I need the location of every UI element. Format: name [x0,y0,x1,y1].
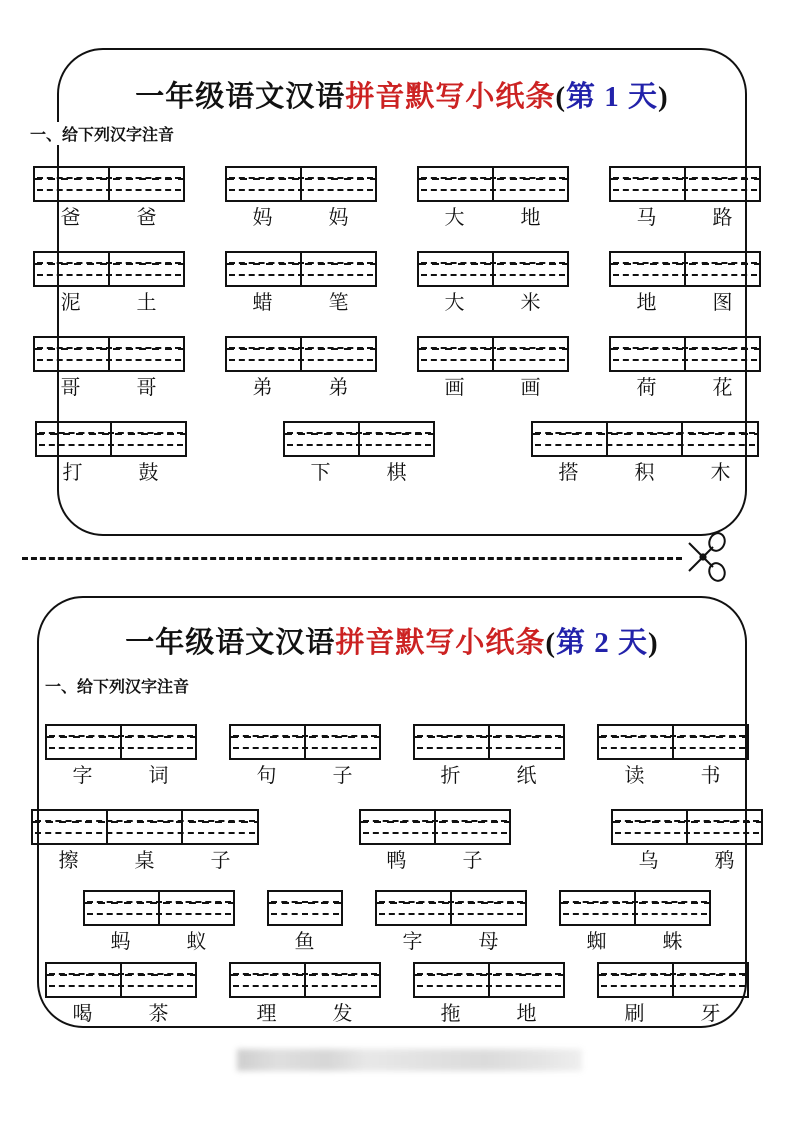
pinyin-cell[interactable] [674,964,747,996]
pinyin-writing-box[interactable] [359,809,511,845]
pinyin-cell[interactable] [608,423,683,455]
word-group [45,962,197,1027]
pinyin-cell[interactable] [419,253,494,285]
pinyin-cell[interactable] [494,253,567,285]
title-paren-open: ( [555,81,566,113]
character-row [413,763,565,789]
hanzi-character: 地 [516,1003,537,1025]
hanzi-character: 荷 [636,377,657,399]
pinyin-cell[interactable] [47,964,122,996]
word-group [33,251,185,316]
hanzi-character: 爸 [136,207,157,229]
exercise-row [0,724,793,789]
hanzi-character: 哥 [60,377,81,399]
character-row [609,375,761,401]
word-group [417,166,569,231]
pinyin-cell[interactable] [494,338,567,370]
pinyin-cell[interactable] [47,726,122,758]
word-group [531,421,759,486]
pinyin-cell[interactable] [599,964,674,996]
word-group [375,890,527,955]
pinyin-cell[interactable] [436,811,509,843]
scissors-icon [684,531,730,583]
pinyin-cell[interactable] [494,168,567,200]
section-heading-day1: 一、给下列汉字注音 [30,122,174,145]
hanzi-character: 木 [710,462,731,484]
hanzi-character: 发 [332,1003,353,1025]
word-group [33,166,185,231]
character-row [417,205,569,231]
exercise-row [0,809,793,874]
hanzi-character: 地 [520,207,541,229]
pinyin-cell[interactable] [377,892,452,924]
pinyin-cell[interactable] [490,964,563,996]
character-row [559,929,711,955]
word-group [559,890,711,955]
pinyin-writing-box[interactable] [611,809,763,845]
title-black-prefix: 一年级语文汉语 [135,81,346,113]
word-group [609,166,761,231]
hanzi-character: 搭 [558,462,579,484]
title-red-segment: 拼音默写小纸条 [345,81,556,113]
character-row [225,375,377,401]
pinyin-cell[interactable] [35,253,110,285]
hanzi-character: 蜘 [586,931,607,953]
hanzi-character: 打 [62,462,83,484]
pinyin-cell[interactable] [35,338,110,370]
hanzi-character: 纸 [516,765,537,787]
hanzi-character: 鸦 [714,850,735,872]
title-paren-open: ( [545,627,556,659]
pinyin-writing-box[interactable] [375,890,527,926]
hanzi-character: 弟 [252,377,273,399]
exercise-row [0,890,793,955]
title-paren-close: ) [648,627,659,659]
exercise-row [0,166,793,231]
hanzi-character: 哥 [136,377,157,399]
pinyin-cell[interactable] [686,168,759,200]
pinyin-writing-box[interactable] [225,166,377,202]
character-row [359,848,511,874]
pinyin-writing-box[interactable] [417,336,569,372]
page-title-day2 [39,620,745,661]
hanzi-character: 子 [462,850,483,872]
character-row [611,848,763,874]
pinyin-cell[interactable] [452,892,525,924]
pinyin-cell[interactable] [611,253,686,285]
hanzi-character: 鱼 [294,931,315,953]
hanzi-character: 字 [402,931,423,953]
character-row [229,1001,381,1027]
pinyin-cell[interactable] [231,964,306,996]
hanzi-character: 路 [712,207,733,229]
hanzi-character: 画 [444,377,465,399]
pinyin-writing-box[interactable] [597,724,749,760]
character-row [33,290,185,316]
hanzi-character: 母 [478,931,499,953]
word-group [267,890,343,955]
pinyin-cell[interactable] [686,338,759,370]
character-row [417,375,569,401]
word-group [597,724,749,789]
hanzi-character: 鸭 [386,850,407,872]
hanzi-character: 鼓 [138,462,159,484]
hanzi-character: 马 [636,207,657,229]
word-group [225,251,377,316]
hanzi-character: 折 [440,765,461,787]
hanzi-character: 子 [332,765,353,787]
word-group [229,724,381,789]
pinyin-cell[interactable] [611,168,686,200]
word-group [45,724,197,789]
pinyin-cell[interactable] [285,423,360,455]
character-row [83,929,235,955]
pinyin-cell[interactable] [183,811,256,843]
word-group [417,251,569,316]
pinyin-writing-box[interactable] [45,962,197,998]
hanzi-character: 棋 [386,462,407,484]
character-row [31,848,259,874]
pinyin-writing-box[interactable] [417,251,569,287]
exercise-row [0,336,793,401]
character-row [267,929,343,955]
pinyin-cell[interactable] [419,338,494,370]
hanzi-character: 图 [712,292,733,314]
pinyin-writing-box[interactable] [83,890,235,926]
redacted-watermark [237,1049,582,1071]
character-row [609,205,761,231]
pinyin-cell[interactable] [108,811,183,843]
pinyin-cell[interactable] [227,338,302,370]
hanzi-character: 积 [634,462,655,484]
pinyin-cell[interactable] [269,892,341,924]
hanzi-character: 桌 [134,850,155,872]
exercise-row [0,421,793,486]
hanzi-character: 句 [256,765,277,787]
hanzi-character: 大 [444,207,465,229]
hanzi-character: 爸 [60,207,81,229]
hanzi-character: 蛛 [662,931,683,953]
title-red-segment: 拼音默写小纸条 [335,627,546,659]
pinyin-cell[interactable] [415,726,490,758]
pinyin-cell[interactable] [122,726,195,758]
hanzi-character: 笔 [328,292,349,314]
character-row [229,763,381,789]
character-row [375,929,527,955]
word-group [609,336,761,401]
word-group [413,724,565,789]
word-group [283,421,435,486]
pinyin-cell[interactable] [112,423,185,455]
pinyin-cell[interactable] [533,423,608,455]
word-group [225,166,377,231]
pinyin-writing-box[interactable] [229,962,381,998]
pinyin-writing-box[interactable] [225,336,377,372]
pinyin-writing-box[interactable] [31,809,259,845]
hanzi-character: 画 [520,377,541,399]
exercise-row [0,962,793,1027]
character-row [33,375,185,401]
hanzi-character: 土 [136,292,157,314]
pinyin-cell[interactable] [160,892,233,924]
pinyin-writing-box[interactable] [283,421,435,457]
pinyin-writing-box[interactable] [33,336,185,372]
hanzi-character: 大 [444,292,465,314]
hanzi-character: 拖 [440,1003,461,1025]
title-paren-close: ) [658,81,669,113]
character-row [35,460,187,486]
pinyin-writing-box[interactable] [597,962,749,998]
pinyin-writing-box[interactable] [35,421,187,457]
hanzi-character: 妈 [252,207,273,229]
hanzi-character: 字 [72,765,93,787]
hanzi-character: 地 [636,292,657,314]
character-row [597,763,749,789]
word-group [33,336,185,401]
hanzi-character: 妈 [328,207,349,229]
pinyin-cell[interactable] [110,338,183,370]
hanzi-character: 词 [148,765,169,787]
pinyin-cell[interactable] [360,423,433,455]
word-group [229,962,381,1027]
hanzi-character: 子 [210,850,231,872]
pinyin-writing-box[interactable] [229,724,381,760]
hanzi-character: 米 [520,292,541,314]
pinyin-cell[interactable] [33,811,108,843]
pinyin-cell[interactable] [561,892,636,924]
character-row [225,290,377,316]
pinyin-writing-box[interactable] [33,251,185,287]
pinyin-writing-box[interactable] [609,166,761,202]
pinyin-writing-box[interactable] [33,166,185,202]
word-group [359,809,511,874]
hanzi-character: 刷 [624,1003,645,1025]
cut-line [22,557,682,560]
hanzi-character: 泥 [60,292,81,314]
pinyin-writing-box[interactable] [531,421,759,457]
hanzi-character: 喝 [72,1003,93,1025]
hanzi-character: 乌 [638,850,659,872]
hanzi-character: 读 [624,765,645,787]
word-group [83,890,235,955]
pinyin-cell[interactable] [227,168,302,200]
character-row [283,460,435,486]
pinyin-writing-box[interactable] [559,890,711,926]
word-group [35,421,187,486]
pinyin-cell[interactable] [302,253,375,285]
character-row [413,1001,565,1027]
pinyin-writing-box[interactable] [609,251,761,287]
pinyin-cell[interactable] [302,168,375,200]
character-row [531,460,759,486]
character-row [597,1001,749,1027]
pinyin-writing-box[interactable] [267,890,343,926]
pinyin-writing-box[interactable] [225,251,377,287]
pinyin-writing-box[interactable] [45,724,197,760]
exercise-row [0,251,793,316]
pinyin-writing-box[interactable] [417,166,569,202]
hanzi-character: 下 [310,462,331,484]
pinyin-cell[interactable] [110,253,183,285]
word-group [597,962,749,1027]
pinyin-cell[interactable] [37,423,112,455]
pinyin-cell[interactable] [674,726,747,758]
pinyin-cell[interactable] [636,892,709,924]
pinyin-cell[interactable] [419,168,494,200]
pinyin-writing-box[interactable] [413,724,565,760]
pinyin-cell[interactable] [599,726,674,758]
hanzi-character: 书 [700,765,721,787]
hanzi-character: 蚂 [110,931,131,953]
pinyin-cell[interactable] [683,423,756,455]
pinyin-cell[interactable] [688,811,761,843]
pinyin-cell[interactable] [110,168,183,200]
pinyin-cell[interactable] [231,726,306,758]
pinyin-cell[interactable] [686,253,759,285]
character-row [33,205,185,231]
pinyin-cell[interactable] [227,253,302,285]
hanzi-character: 花 [712,377,733,399]
character-row [45,763,197,789]
pinyin-cell[interactable] [415,964,490,996]
word-group [413,962,565,1027]
word-group [609,251,761,316]
pinyin-cell[interactable] [35,168,110,200]
page-title-day1 [59,74,745,115]
word-group [31,809,259,874]
hanzi-character: 理 [256,1003,277,1025]
hanzi-character: 蚁 [186,931,207,953]
hanzi-character: 弟 [328,377,349,399]
pinyin-cell[interactable] [361,811,436,843]
word-group [417,336,569,401]
hanzi-character: 擦 [58,850,79,872]
pinyin-writing-box[interactable] [609,336,761,372]
hanzi-character: 牙 [700,1003,721,1025]
pinyin-writing-box[interactable] [413,962,565,998]
pinyin-cell[interactable] [613,811,688,843]
pinyin-cell[interactable] [122,964,195,996]
pinyin-cell[interactable] [302,338,375,370]
title-day-number: 第 1 天 [566,81,659,113]
character-row [45,1001,197,1027]
hanzi-character: 茶 [148,1003,169,1025]
pinyin-cell[interactable] [611,338,686,370]
hanzi-character: 蜡 [252,292,273,314]
word-group [611,809,763,874]
word-group [225,336,377,401]
pinyin-cell[interactable] [306,964,379,996]
character-row [417,290,569,316]
pinyin-cell[interactable] [85,892,160,924]
pinyin-cell[interactable] [306,726,379,758]
section-heading-day2: 一、给下列汉字注音 [45,674,189,697]
title-black-prefix: 一年级语文汉语 [125,627,336,659]
character-row [225,205,377,231]
character-row [609,290,761,316]
pinyin-cell[interactable] [490,726,563,758]
title-day-number: 第 2 天 [556,627,649,659]
